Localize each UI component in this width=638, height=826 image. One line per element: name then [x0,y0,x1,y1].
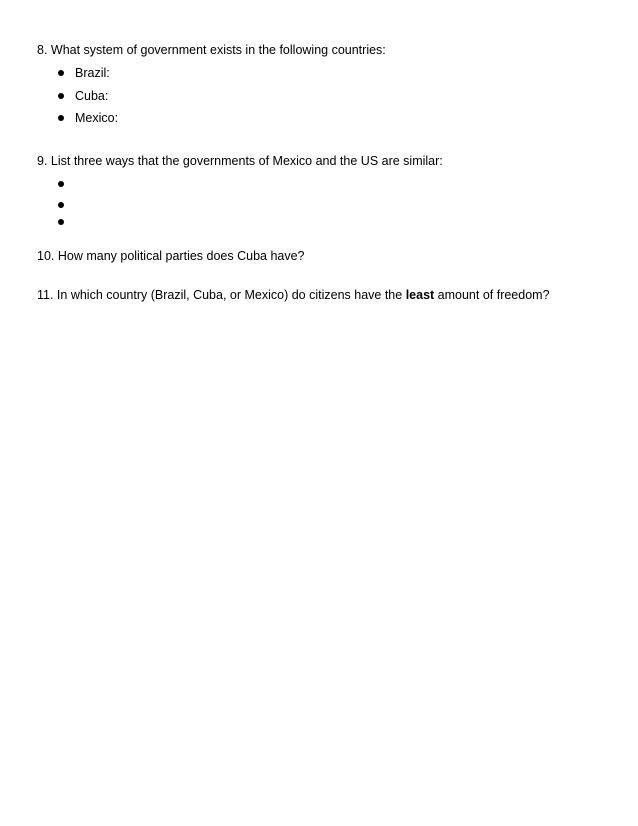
bullet-icon [58,115,64,121]
bullet-icon [58,70,64,76]
q9-bullet-2 [58,197,64,213]
q8-bullet-mexico [58,110,119,126]
question-11-text-after: amount of freedom? [434,288,550,302]
bullet-icon [58,93,64,99]
question-11 [37,287,550,303]
q8-item-label: Mexico: [75,111,119,125]
q9-bullet-3 [58,214,64,230]
q8-item-label: Cuba: [75,89,109,103]
bullet-icon [58,219,64,225]
q8-bullet-brazil [58,65,110,81]
q8-bullet-cuba [58,88,109,104]
q9-bullet-1 [58,176,64,192]
question-11-emphasis: least [405,288,435,302]
question-9: 9. List three ways that the governments of Mexico and the US are similar: [37,154,443,168]
bullet-icon [58,202,64,208]
question-8: 8. What system of government exists in the following countries: [37,43,386,57]
bullet-icon [58,181,64,187]
q8-item-label: Brazil: [75,66,110,80]
question-10: 10. How many political parties does Cuba have? [37,249,305,263]
question-11-text-before: 11. In which country (Brazil, Cuba, or Mexico) do citizens have the [37,288,406,302]
